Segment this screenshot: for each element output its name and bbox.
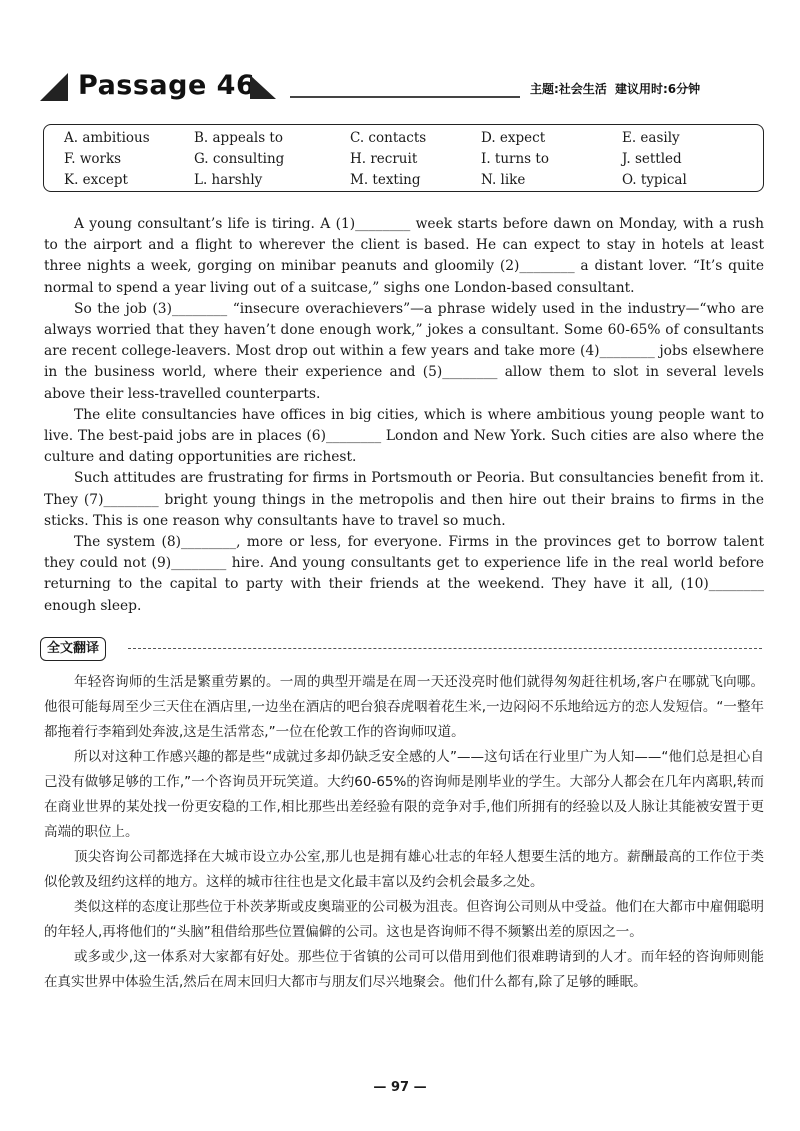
translation-divider (128, 648, 762, 649)
translation-paragraph: 顶尖咨询公司都选择在大城市设立办公室,那儿也是拥有雄心壮志的年轻人想要生活的地方。薪酬最高的工作位于类似伦敦及纽约这样的地方。这样的城市往往也是文化最丰富以及约会机会最多之处。 (44, 849, 764, 890)
translation-text (44, 670, 764, 995)
option: F. works (64, 151, 122, 167)
option: H. recruit (350, 151, 418, 167)
header-rule (290, 96, 520, 98)
option: E. easily (622, 130, 680, 146)
option: D. expect (481, 130, 546, 146)
topic-label: 主题:社会生活 (530, 82, 607, 96)
passage-text (44, 214, 764, 617)
paragraph: A young consultant’s life is tiring. A (1)________ week starts before dawn on Monday, with a rush to the airport and a flight to wherever the client is based. He can expect to stay in hotels at least three nights a week, gorging on minibar peanuts and gloomily (2)________ a distant lover. “It’s quite normal to spend a year living out of a suitcase,” sighs one London-based consultant. (44, 216, 764, 296)
option: M. texting (350, 172, 421, 188)
page-number: — 97 — (373, 1080, 427, 1095)
option: B. appeals to (194, 130, 283, 146)
triangle-right-icon (250, 75, 276, 99)
option: C. contacts (350, 130, 427, 146)
paragraph: The system (8)________, more or less, for everyone. Firms in the provinces get to borrow talent they could not (9)________ hire. And young consultants get to experience life in the real world before returning to the capital to party with their friends at the weekend. They have it all, (10)________ enough sleep. (44, 534, 764, 614)
translation-paragraph: 类似这样的态度让那些位于朴茨茅斯或皮奥瑞亚的公司极为沮丧。但咨询公司则从中受益。他们在大都市中雇佣聪明的年轻人,再将他们的“头脑”租借给那些位置偏僻的公司。这也是咨询师不得不频繁出差的原因之一。 (44, 899, 764, 940)
paragraph: Such attitudes are frustrating for firms in Portsmouth or Peoria. But consultancies benefit from it. They (7)________ bright young things in the metropolis and then hire out their brains to firms in the sticks. This is one reason why consultants have to travel so much. (44, 470, 764, 529)
option: K. except (64, 172, 128, 188)
passage-meta (530, 80, 704, 97)
option: O. typical (622, 172, 687, 188)
paragraph: The elite consultancies have offices in big cities, which is where ambitious young people want to live. The best-paid jobs are in places (6)________ London and New York. Such cities are also where the culture and dating opportunities are richest. (44, 406, 764, 466)
passage-title: Passage 46 (78, 70, 256, 101)
option: A. ambitious (64, 130, 150, 146)
translation-paragraph: 或多或少,这一体系对大家都有好处。那些位于省镇的公司可以借用到他们很难聘请到的人才。而年轻的咨询师则能在真实世界中体验生活,然后在周末回归大都市与朋友们尽兴地聚会。他们什么都有,除了足够的睡眠。 (44, 949, 764, 990)
option: I. turns to (481, 151, 549, 167)
translation-label: 全文翻译 (40, 637, 106, 661)
translation-paragraph: 所以对这种工作感兴趣的都是些“成就过多却仍缺乏安全感的人”——这句话在行业里广为人知——“他们总是担心自己没有做够足够的工作,”一个咨询员开玩笑道。大约60-65%的咨询师是刚毕业的学生。大部分人都会在几年内离职,转而在商业世界的某处找一份更安稳的工作,相比那些出差经验有限的竞争对手,他们所拥有的经验以及人脉让其能被安置于更高端的职位上。 (44, 749, 764, 840)
triangle-left-icon (40, 73, 68, 101)
word-bank (43, 124, 764, 192)
paragraph: So the job (3)________ “insecure overachievers”—a phrase widely used in the industry—“who are always worried that they haven’t done enough work,” jokes a consultant. Some 60-65% of consultants are recent college-leavers. Most drop out within a few years and take more (4)________ jobs elsewhere in the business world, where their experience and (5)________ allow them to slot in several levels above their less-travelled counterparts. (44, 300, 764, 402)
translation-paragraph: 年轻咨询师的生活是繁重劳累的。一周的典型开端是在周一天还没亮时他们就得匆匆赶往机场,客户在哪就飞向哪。他很可能每周至少三天住在酒店里,一边坐在酒店的吧台狼吞虎咽着花生米,一边闷闷不乐地给远方的恋人发短信。“一整年都拖着行李箱到处奔波,这是生活常态,”一位在伦敦工作的咨询师叹道。 (44, 674, 764, 740)
option: J. settled (622, 151, 682, 167)
option: N. like (481, 172, 526, 188)
option: G. consulting (194, 151, 285, 167)
passage-header (40, 70, 770, 110)
option: L. harshly (194, 172, 263, 188)
time-label: 建议用时:6分钟 (615, 82, 701, 96)
